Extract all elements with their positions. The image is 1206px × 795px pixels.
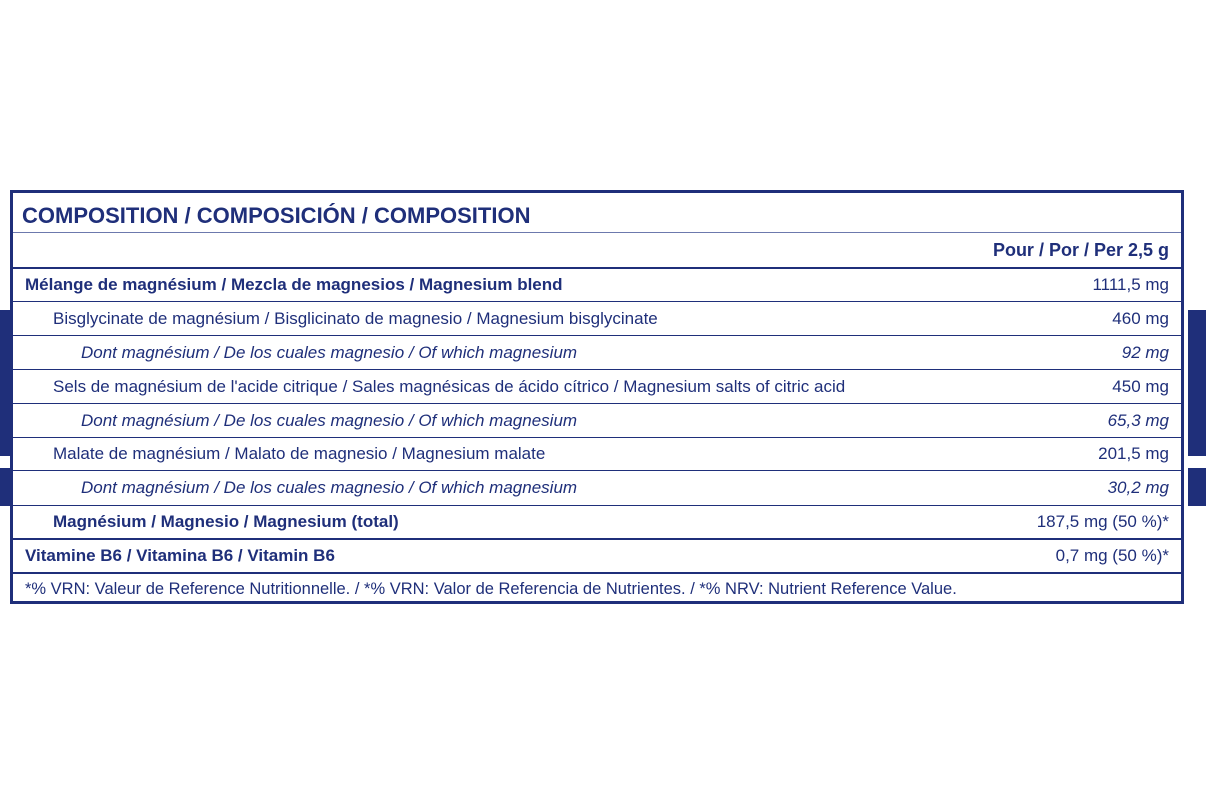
ingredient-label: Vitamine B6 / Vitamina B6 / Vitamin B6 — [25, 546, 335, 565]
ingredient-amount: 65,3 mg — [1107, 410, 1169, 430]
composition-table — [10, 190, 1184, 604]
ingredient-amount: 0,7 mg (50 %)* — [1055, 546, 1169, 565]
reference-footnote: *% VRN: Valeur de Reference Nutritionnelle. / *% VRN: Valor de Referencia de Nutrientes. / *% NRV: Nutrient Reference Value. — [25, 579, 957, 598]
table-row — [13, 438, 1181, 471]
ingredient-label: Bisglycinate de magnésium / Bisglicinato de magnesio / Magnesium bisglycinate — [53, 308, 658, 328]
ingredient-amount: 1111,5 mg — [1092, 275, 1169, 294]
ingredient-amount: 460 mg — [1112, 308, 1169, 328]
right-accent-bar-lower — [1188, 468, 1206, 506]
ingredient-label: Magnésium / Magnesio / Magnesium (total) — [53, 512, 399, 531]
ingredient-label: Dont magnésium / De los cuales magnesio / Of which magnesium — [81, 342, 578, 362]
ingredient-label: Mélange de magnésium / Mezcla de magnesios / Magnesium blend — [25, 275, 563, 294]
ingredient-amount: 187,5 mg (50 %)* — [1036, 512, 1169, 531]
left-accent-bar-lower — [0, 468, 10, 506]
table-row — [13, 471, 1181, 506]
left-accent-bar-upper — [0, 310, 10, 456]
table-title-row — [13, 193, 1181, 233]
ingredient-label: Dont magnésium / De los cuales magnesio / Of which magnesium — [81, 478, 578, 497]
ingredient-amount: 450 mg — [1112, 376, 1169, 396]
ingredient-label: Malate de magnésium / Malato de magnesio / Magnesium malate — [53, 444, 546, 463]
serving-size-label: Pour / Por / Per 2,5 g — [992, 239, 1169, 260]
table-row — [13, 269, 1181, 302]
ingredient-amount: 92 mg — [1121, 342, 1169, 362]
ingredient-amount: 30,2 mg — [1107, 478, 1169, 497]
right-accent-bar-upper — [1188, 310, 1206, 456]
table-row — [13, 404, 1181, 438]
table-row — [13, 302, 1181, 336]
table-row — [13, 506, 1181, 540]
ingredient-amount: 201,5 mg — [1098, 444, 1169, 463]
serving-header-row — [13, 233, 1181, 269]
ingredient-label: Sels de magnésium de l'acide citrique / Sales magnésicas de ácido cítrico / Magnesium salts of citric acid — [53, 376, 846, 396]
table-row — [13, 336, 1181, 370]
ingredient-label: Dont magnésium / De los cuales magnesio / Of which magnesium — [81, 410, 578, 430]
table-row — [13, 540, 1181, 574]
table-title: COMPOSITION / COMPOSICIÓN / COMPOSITION — [22, 202, 531, 228]
table-row — [13, 370, 1181, 404]
